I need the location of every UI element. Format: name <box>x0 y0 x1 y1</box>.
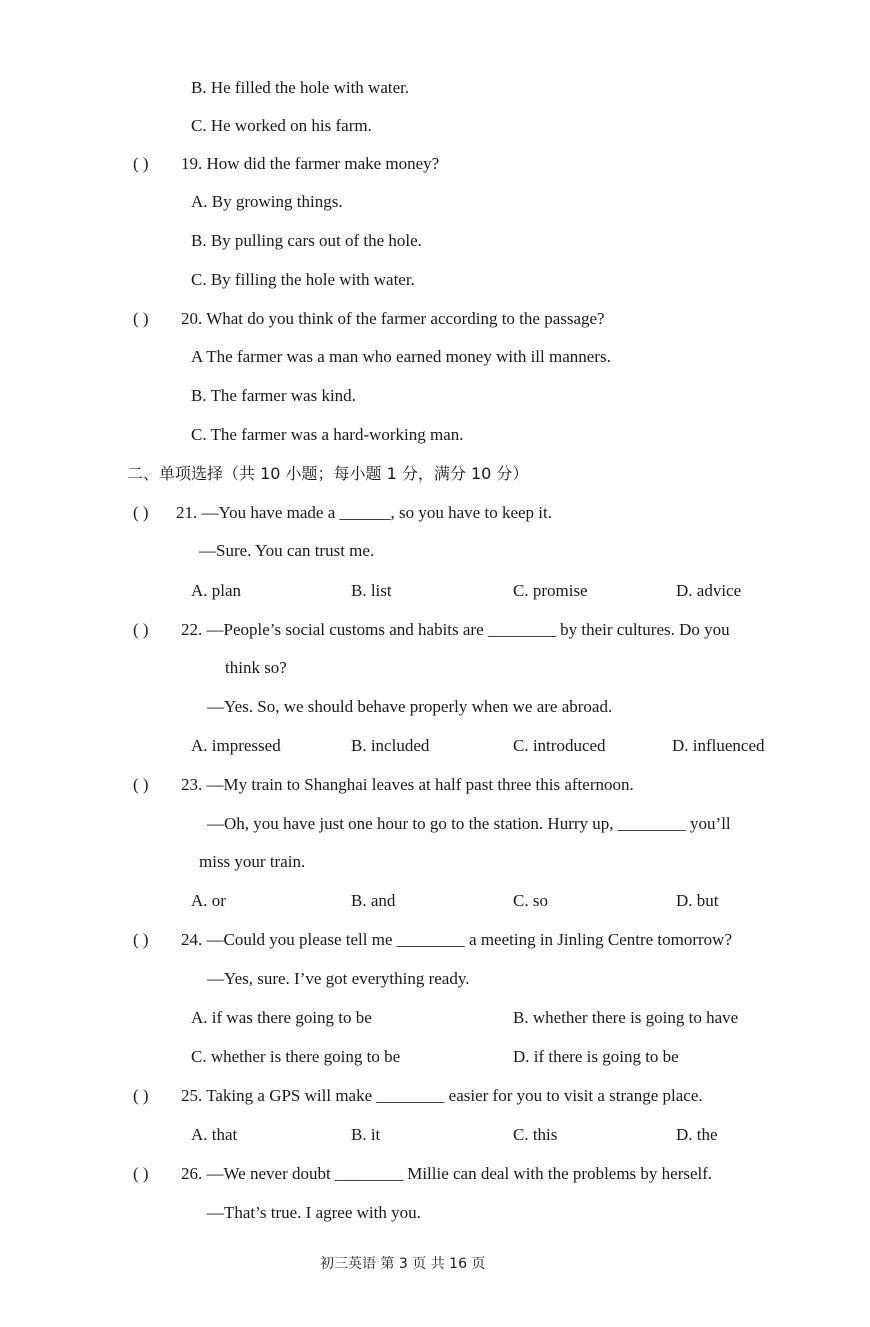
q26-reply: —That’s true. I agree with you. <box>207 1203 421 1222</box>
q26-stem: 26. —We never doubt ________ Millie can deal with the problems by herself. <box>181 1164 713 1183</box>
q19-option-a: A. By growing things. <box>191 192 343 211</box>
q24-option-a: A. if was there going to be <box>191 1008 372 1027</box>
q19-option-b: B. By pulling cars out of the hole. <box>191 231 422 250</box>
q25-option-c: C. this <box>513 1125 558 1144</box>
q25-answer-bracket: ( ) <box>133 1086 149 1105</box>
q21-option-d: D. advice <box>676 581 742 600</box>
q25-stem: 25. Taking a GPS will make ________ easier for you to visit a strange place. <box>181 1086 703 1105</box>
q21-answer-bracket: ( ) <box>133 503 149 522</box>
q25-option-d: D. the <box>676 1125 718 1144</box>
q21-option-a: A. plan <box>191 581 242 600</box>
q20-stem: 20. What do you think of the farmer according to the passage? <box>181 309 605 328</box>
q22-option-b: B. included <box>351 736 430 755</box>
q24-answer-bracket: ( ) <box>133 930 149 949</box>
q22-option-c: C. introduced <box>513 736 606 755</box>
q24-option-c: C. whether is there going to be <box>191 1047 401 1066</box>
page-footer: 初三英语 第 3 页 共 16 页 <box>320 1256 486 1272</box>
q21-option-b: B. list <box>351 581 392 600</box>
q22-reply: —Yes. So, we should behave properly when we are abroad. <box>207 697 613 716</box>
q20-option-c: C. The farmer was a hard-working man. <box>191 425 464 444</box>
q23-reply: —Oh, you have just one hour to go to the station. Hurry up, ________ you’ll <box>207 814 731 833</box>
section-two-heading: 二、单项选择（共 10 小题；每小题 1 分，满分 10 分） <box>127 464 529 483</box>
q21-reply: —Sure. You can trust me. <box>199 541 375 560</box>
q25-option-a: A. that <box>191 1125 238 1144</box>
q24-option-d: D. if there is going to be <box>513 1047 679 1066</box>
q20-option-b: B. The farmer was kind. <box>191 386 356 405</box>
q23-option-b: B. and <box>351 891 396 910</box>
q23-option-c: C. so <box>513 891 548 910</box>
q23-stem: 23. —My train to Shanghai leaves at half past three this afternoon. <box>181 775 634 794</box>
q20-answer-bracket: ( ) <box>133 309 149 328</box>
q22-option-a: A. impressed <box>191 736 281 755</box>
q18-option-b: B. He filled the hole with water. <box>191 78 410 97</box>
q23-option-a: A. or <box>191 891 226 910</box>
q21-option-c: C. promise <box>513 581 588 600</box>
q23-answer-bracket: ( ) <box>133 775 149 794</box>
q23-option-d: D. but <box>676 891 719 910</box>
q19-option-c: C. By filling the hole with water. <box>191 270 415 289</box>
q22-option-d: D. influenced <box>672 736 765 755</box>
q24-reply: —Yes, sure. I’ve got everything ready. <box>207 969 470 988</box>
q25-option-b: B. it <box>351 1125 381 1144</box>
q21-stem: 21. —You have made a ______, so you have to keep it. <box>176 503 552 522</box>
q20-option-a: A The farmer was a man who earned money with ill manners. <box>191 347 611 366</box>
q24-stem: 24. —Could you please tell me ________ a meeting in Jinling Centre tomorrow? <box>181 930 732 949</box>
q26-answer-bracket: ( ) <box>133 1164 149 1183</box>
q19-stem: 19. How did the farmer make money? <box>181 154 440 173</box>
q23-reply-continued: miss your train. <box>199 852 306 871</box>
q22-answer-bracket: ( ) <box>133 620 149 639</box>
q18-option-c: C. He worked on his farm. <box>191 116 372 135</box>
q19-answer-bracket: ( ) <box>133 154 149 173</box>
q22-stem-continued: think so? <box>225 658 287 677</box>
q24-option-b: B. whether there is going to have <box>513 1008 739 1027</box>
q22-stem: 22. —People’s social customs and habits are ________ by their cultures. Do you <box>181 620 730 639</box>
